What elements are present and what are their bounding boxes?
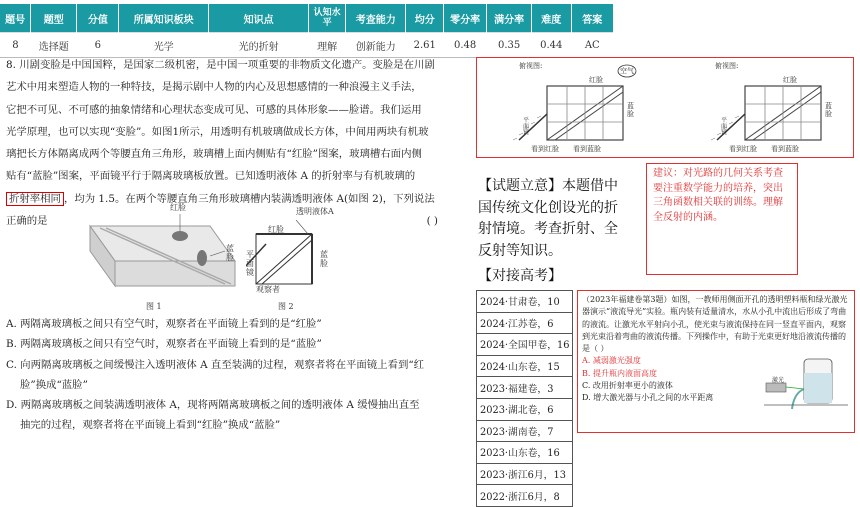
question-line: 贴有“蓝脸”图案，平面镜平行于隔离玻璃板放置。已知透明液体 A 的折射率与有机玻璃的: [6, 170, 416, 183]
question-line: 艺术中用来塑造人物的一种特技，是揭示剧中人物的内心及思想感情的一种浪漫主义手法，: [6, 81, 422, 94]
left-label-mirror: 平面镜: [523, 117, 530, 136]
question-line: 8. 川剧变脸是中国国粹，是国家二级机密，是中国一项重要的非物质文化遗产。变脸是在川剧: [6, 59, 435, 71]
table-cell: AC: [571, 33, 614, 58]
option-a: A. 两隔离玻璃板之间只有空气时，观察者在平面镜上看到的是“红脸”: [6, 318, 322, 330]
header-cell: 题号: [0, 4, 31, 33]
table-cell: 理解: [309, 33, 346, 58]
example-stem: （2023年福建卷第3题）如图，一教师用侧面开孔的透明塑料瓶和绿光激光器演示“液流导光”实验。瓶内装有适量清水，水从小孔中流出后形成了弯曲的液流。让激光水平射向小孔，使光束与液流保持在同一竖直平面内，观察到光束沿着弯曲的液流传播。下列操作中，有助于光束更好地沿液流传播的是（ ）: [582, 295, 848, 354]
header-cell: 题型: [31, 4, 77, 33]
red-face-patch: [172, 231, 188, 241]
table-row: [477, 463, 573, 485]
table-row: [477, 442, 573, 464]
table-cell: 6: [77, 33, 119, 58]
question-meta-table: [0, 4, 614, 58]
left-label-red: 红脸: [589, 76, 603, 84]
figure-1-glass-box: [60, 206, 250, 294]
option-d-line1: D. 两隔离玻璃板之间装满透明液体 A，现将两隔离玻璃板之间的透明液体 A 缓慢抽出直至: [6, 399, 420, 412]
exam-item: 2023·山东卷，16: [477, 442, 573, 464]
figure-2-schematic: [246, 208, 366, 296]
question-prompt: 正确的是: [6, 215, 48, 228]
table-cell: 创新能力: [346, 33, 406, 58]
table-row: [477, 377, 573, 399]
fig2-label-observer: 观察者: [256, 285, 280, 294]
left-bottom-blue: 看到蓝脸: [573, 145, 601, 153]
exam-item: 2023·福建卷，3: [477, 377, 573, 399]
table-cell: 光的折射: [208, 33, 308, 58]
exam-item: 2024·全国甲卷，16: [477, 334, 573, 356]
exam-item: 2024·江苏卷，6: [477, 312, 573, 334]
example-option-a: A. 减弱激光强度: [582, 356, 641, 366]
answer-options: [6, 316, 466, 438]
exam-item: 2024·山东卷，15: [477, 355, 573, 377]
answer-paren: ( ): [426, 215, 438, 228]
example-option-b: B. 提升瓶内液面高度: [582, 368, 657, 378]
header-cell: 难度: [532, 4, 571, 33]
right-label-blue: 蓝脸: [825, 102, 832, 118]
teaching-advice: 建议：对光路的几何关系考查要注重数学能力的培养，突出三角函数相关联的训练。理解全反射的内涵。: [646, 163, 798, 275]
table-cell: 选择题: [31, 33, 77, 58]
exam-link-title: 【对接高考】: [478, 268, 562, 284]
question-line: 光学原理，也可以实现“变脸”。如图1所示，用透明有机玻璃做成长方体，中间用两块有机玻: [6, 125, 429, 138]
table-cell: 8: [0, 33, 31, 58]
left-label-blue: 蓝脸: [627, 102, 634, 118]
fig1-caption: 图 1: [146, 302, 162, 311]
option-c: [6, 357, 466, 394]
table-cell: 0.35: [487, 33, 532, 58]
option-d-line2: 抽完的过程，观察者将在平面镜上看到“红脸”换成“蓝脸”: [20, 419, 281, 432]
question-line: 它把不可见、不可感的抽象情绪和心理状态变成可见、可感的具体形象——脸谱。我们运用: [6, 103, 422, 116]
table-row: [477, 312, 573, 334]
table-cell: 0.44: [532, 33, 571, 58]
header-cell: 零分率: [444, 4, 487, 33]
question-line: 璃把长方体隔离成两个等腰直角三角形，玻璃槽上面内侧贴有“红脸”图案，玻璃槽右面内侧: [6, 148, 422, 161]
table-cell: 0.48: [444, 33, 487, 58]
right-diagram-title: 俯视图:: [715, 62, 739, 70]
top-view-diagram-box: [476, 57, 854, 158]
right-bottom-red: 看到红脸: [729, 145, 757, 153]
right-label-mirror: 平面镜: [721, 117, 728, 136]
exam-list-table: [476, 290, 573, 507]
fig1-label-blue: 蓝脸: [226, 244, 234, 262]
table-header-row: [0, 4, 614, 33]
exam-item: 2023·湖北卷，6: [477, 398, 573, 420]
header-cell: 考查能力: [346, 4, 406, 33]
table-row: [477, 334, 573, 356]
option-c-line1: C. 向两隔离玻璃板之间缓慢注入透明液体 A 直至装满的过程，观察者将在平面镜上看到“红: [6, 358, 425, 371]
left-diagram-title: 俯视图:: [519, 62, 543, 70]
table-row: [477, 420, 573, 442]
table-cell: 2.61: [406, 33, 444, 58]
exam-item: 2024·甘肃卷，10: [477, 291, 573, 313]
fig2-label-mirror: 平面镜: [246, 250, 254, 277]
header-cell: 满分率: [487, 4, 532, 33]
table-row: [477, 291, 573, 313]
header-cell: 均分: [406, 4, 444, 33]
right-label-red: 红脸: [783, 76, 797, 84]
header-cell: 所属知识板块: [119, 4, 208, 33]
left-label-air: 空气: [620, 67, 634, 75]
example-option-d: D. 增大激光器与小孔之间的水平距离: [582, 393, 714, 403]
table-cell: 光学: [119, 33, 208, 58]
example-problem: [577, 290, 855, 433]
header-cell: 分值: [77, 4, 119, 33]
option-d: [6, 397, 466, 434]
fig2-label-blue: 蓝脸: [320, 250, 328, 268]
header-cell: 答案: [571, 4, 614, 33]
question-intent: 【试题立意】本题借中国传统文化创设光的折射情境。考查折射、全反射等知识。: [478, 178, 618, 259]
highlighted-phrase: 折射率相同: [6, 192, 64, 206]
exam-item: 2022·浙江6月，8: [477, 485, 573, 507]
table-row: [477, 398, 573, 420]
top-view-diagrams: [477, 58, 853, 157]
laser-label: 激光: [772, 377, 785, 384]
option-b: B. 两隔离玻璃板之间只有空气时，观察者在平面镜上看到的是“蓝脸”: [6, 338, 322, 351]
blue-face-patch: [197, 250, 207, 266]
example-option-c: C. 改用折射率更小的液体: [582, 381, 673, 391]
exam-item: 2023·浙江6月，13: [477, 463, 573, 485]
fig2-label-liquid: 透明液体A: [296, 207, 334, 216]
right-bottom-blue: 看到蓝脸: [771, 145, 799, 153]
exam-item: 2023·湖南卷，7: [477, 420, 573, 442]
option-c-line2: 脸”换成“蓝脸”: [20, 378, 88, 391]
table-row: [477, 485, 573, 507]
question-line-rest: ，均为 1.5。在两个等腰直角三角形玻璃槽内装满透明液体 A(如图 2)，下列说法: [63, 192, 435, 205]
header-cell: 认知水平: [309, 4, 346, 33]
left-bottom-red: 看到红脸: [531, 145, 559, 153]
table-row: [477, 355, 573, 377]
fig2-caption: 图 2: [278, 302, 294, 311]
fig2-label-red: 红脸: [268, 225, 284, 234]
fig1-label-red: 红脸: [170, 203, 186, 212]
header-cell: 知识点: [208, 4, 308, 33]
